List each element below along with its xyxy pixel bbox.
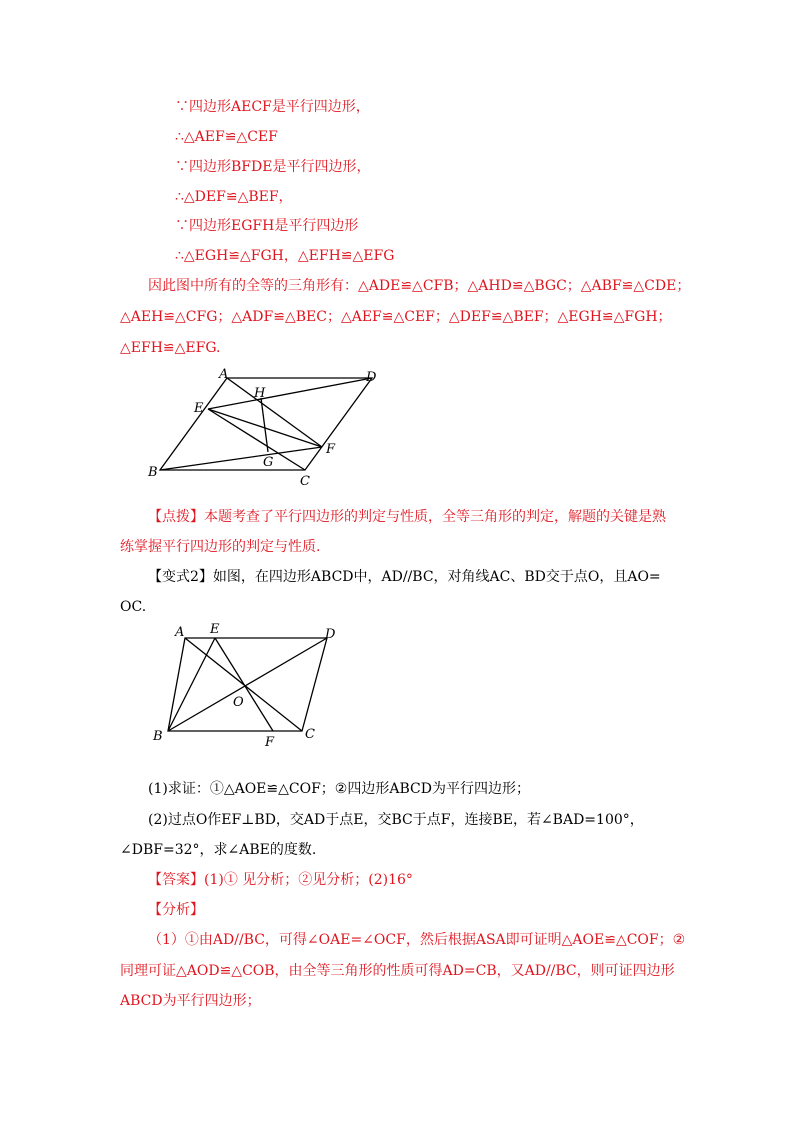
segment-BF [160,447,322,470]
analysis-line-1: （1）①由AD//BC，可得∠OAE=∠OCF，然后根据ASA即可证明△AOE≌△COF；② [148,932,686,948]
proof-line-1: ∵四边形AECF是平行四边形， [175,99,370,115]
proof-line-3: ∵四边形BFDE是平行四边形， [175,159,371,175]
fig1-label-C: C [300,474,310,485]
answer-line: 【答案】(1)① 见分析；②见分析；(2)16° [148,872,413,888]
fig1-label-A: A [219,367,229,382]
tip-line-1: 【点拨】本题考查了平行四边形的判定与性质，全等三角形的判定，解题的关键是熟 [148,509,666,525]
analysis-line-2: 同理可证△AOD≌△COB，由全等三角形的性质可得AD=CB，又AD//BC，则可证四边形 [120,963,675,979]
fig1-label-B: B [148,465,158,480]
fig2-label-A: A [175,625,185,640]
conclusion-line-1: 因此图中所有的全等的三角形有：△ADE≌△CFB；△AHD≌△BGC；△ABF≌△CDE； [148,278,691,294]
fig2-label-D: D [325,627,336,642]
fig2-label-O: O [233,695,244,710]
fig1-label-G: G [263,455,274,470]
proof-line-6: ∴△EGH≌△FGH，△EFH≌△EFG [175,248,395,264]
fig1-label-E: E [194,401,204,416]
segment-EF [215,638,273,731]
question-line-1: (1)求证：①△AOE≌△COF；②四边形ABCD为平行四边形； [148,781,530,797]
analysis-title: 【分析】 [148,902,204,918]
question-line-3: ∠DBF=32°，求∠ABE的度数. [120,842,317,858]
fig2-label-C: C [305,727,315,742]
proof-line-4: ∴△DEF≌△BEF， [175,189,293,205]
variant-line-1: 【变式2】如图，在四边形ABCD中，AD//BC，对角线AC、BD交于点O，且AO= [148,569,661,585]
segment-AF [227,378,322,447]
analysis-line-3: ABCD为平行四边形； [120,993,261,1009]
figure-1-parallelogram [140,365,400,485]
fig2-label-E: E [210,622,220,637]
fig2-label-F: F [265,735,275,748]
proof-line-2: ∴△AEF≌△CEF [175,129,278,145]
tip-line-2: 练掌握平行四边形的判定与性质. [120,539,321,555]
variant-line-2: OC. [120,599,147,615]
question-line-2: (2)过点O作EF⊥BD，交AD于点E，交BC于点F，连接BE，若∠BAD=100°， [148,812,644,828]
conclusion-line-3: △EFH≌△EFG. [120,340,221,356]
fig1-label-D: D [366,370,377,385]
fig2-label-B: B [153,729,163,744]
fig1-label-F: F [326,442,336,457]
proof-line-5: ∵四边形EGFH是平行四边形 [175,218,359,234]
conclusion-line-2: △AEH≌△CFG；△ADF≌△BEC；△AEF≌△CEF；△DEF≌△BEF；△EGH≌△FGH； [120,309,672,325]
fig1-label-H: H [254,386,266,401]
figure-2-quadrilateral [145,618,345,748]
